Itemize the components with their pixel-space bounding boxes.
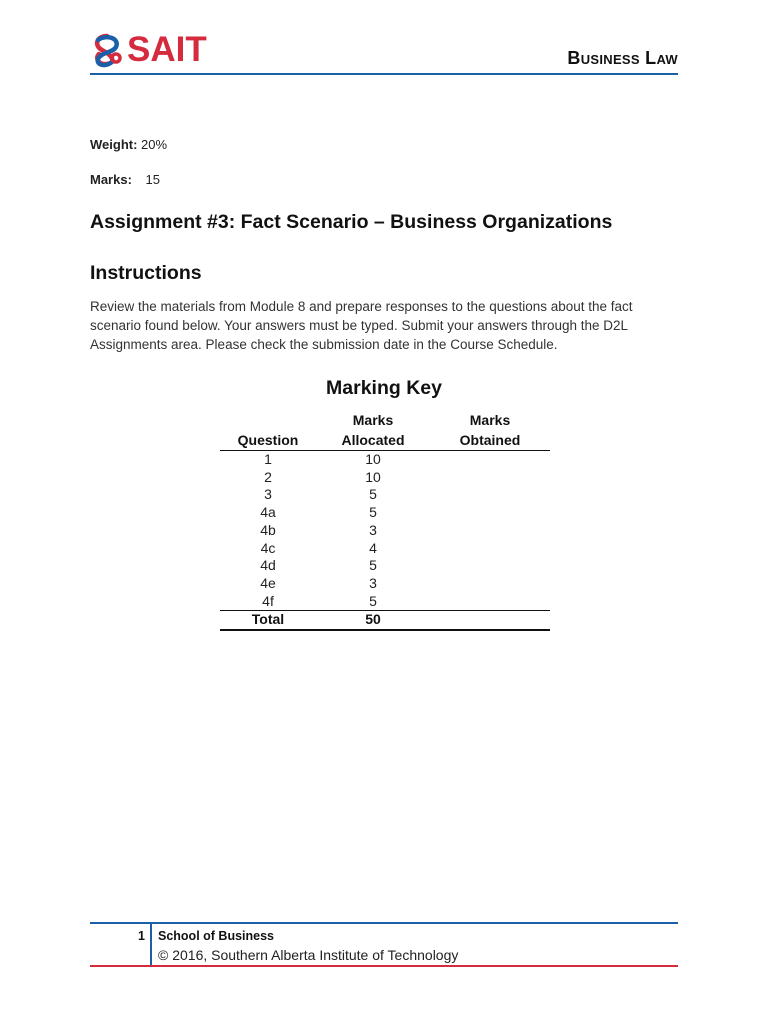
marks-value: 15	[145, 172, 161, 187]
table-row	[220, 540, 550, 558]
total-obtained	[430, 611, 550, 630]
question-cell: 4c	[260, 539, 276, 556]
total-label: Total	[220, 611, 316, 630]
sait-logo	[90, 30, 207, 70]
question-cell: 4e	[260, 574, 276, 591]
allocated-cell: 5	[369, 486, 377, 503]
allocated-cell: 5	[369, 504, 377, 521]
question-cell: 4b	[260, 521, 276, 538]
assignment-title: Assignment #3: Fact Scenario – Business Organizations	[90, 211, 613, 233]
table-row	[220, 451, 550, 469]
question-cell: 3	[264, 486, 272, 503]
course-title: Business Law	[567, 48, 678, 68]
allocated-cell: 5	[369, 557, 377, 574]
allocated-cell: 4	[369, 539, 377, 556]
table-row	[220, 575, 550, 593]
obtained-cell	[430, 540, 550, 558]
page-header	[90, 28, 678, 76]
header-allocated-bottom: Allocated	[316, 430, 430, 451]
marking-key-table	[220, 410, 550, 631]
page-number: 1	[138, 929, 145, 943]
obtained-cell	[430, 557, 550, 575]
header-obtained-top: Marks	[469, 412, 511, 428]
question-cell: 2	[264, 468, 272, 485]
marking-key-title: Marking Key	[326, 377, 442, 399]
table-row	[220, 522, 550, 540]
question-cell: 4f	[262, 592, 274, 609]
obtained-cell	[430, 469, 550, 487]
allocated-cell: 10	[365, 468, 381, 485]
footer-copyright: © 2016, Southern Alberta Institute of Technology	[158, 947, 459, 963]
question-cell: 4a	[260, 504, 276, 521]
weight-label: Weight:	[90, 137, 138, 152]
weight-value: 20%	[141, 137, 168, 152]
obtained-cell	[430, 486, 550, 504]
footer-school: School of Business	[158, 929, 274, 943]
question-cell: 1	[264, 451, 272, 467]
header-allocated-top: Marks	[352, 412, 394, 428]
allocated-cell: 3	[369, 574, 377, 591]
instructions-body: Review the materials from Module 8 and prepare responses to the questions about the fact scenario found below. Your answers must be typed. Submit your answers through the D2L Assignments area. Please check the submission date in the Course Schedule.	[90, 299, 633, 352]
marks-line	[90, 172, 160, 187]
obtained-cell	[430, 575, 550, 593]
obtained-cell	[430, 522, 550, 540]
total-allocated: 50	[316, 611, 430, 630]
table-row	[220, 557, 550, 575]
footer-bottom-rule	[90, 965, 678, 967]
table-row	[220, 486, 550, 504]
logo-wordmark: SAIT	[127, 30, 207, 69]
table-row	[220, 469, 550, 487]
header-cell	[220, 410, 316, 430]
footer-vertical-rule	[150, 922, 152, 967]
allocated-cell: 10	[365, 451, 381, 467]
obtained-cell	[430, 593, 550, 611]
allocated-cell: 3	[369, 521, 377, 538]
instructions-heading: Instructions	[90, 262, 202, 284]
obtained-cell	[430, 451, 550, 469]
table-row	[220, 593, 550, 611]
allocated-cell: 5	[369, 592, 377, 609]
footer-top-rule	[90, 922, 678, 924]
question-cell: 4d	[260, 557, 276, 574]
sait-knot-icon	[90, 32, 124, 68]
table-row	[220, 504, 550, 522]
total-row	[220, 611, 550, 630]
header-divider	[90, 73, 678, 75]
obtained-cell	[430, 504, 550, 522]
header-obtained-bottom: Obtained	[430, 430, 550, 451]
header-question: Question	[220, 430, 316, 451]
marks-label: Marks:	[90, 172, 132, 187]
weight-line	[90, 137, 167, 152]
